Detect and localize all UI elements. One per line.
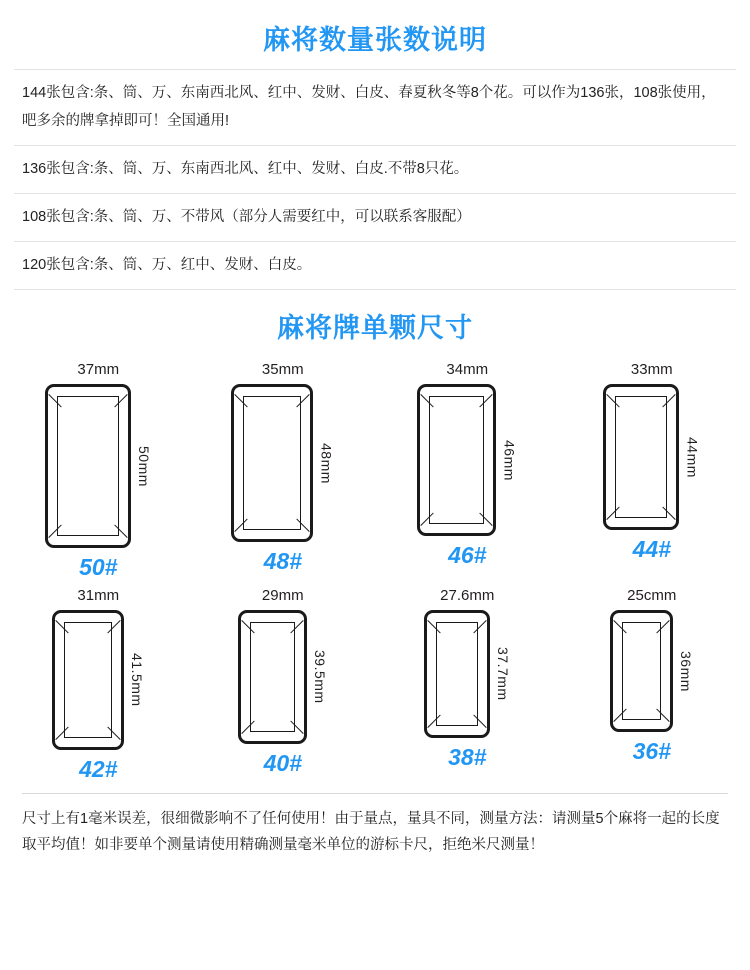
- tile-diagram: [238, 610, 328, 744]
- tile-model-name: 46#: [448, 542, 487, 568]
- tile-diagram: [610, 610, 694, 732]
- tile-model-name: 42#: [79, 756, 118, 782]
- tile-diagram: [52, 610, 145, 750]
- list-item: 120张包含:条、筒、万、红中、发财、白皮。: [14, 242, 736, 290]
- tile-spec-card: [375, 587, 560, 783]
- tile-model-name: 48#: [263, 548, 302, 574]
- list-item: 108张包含:条、筒、万、不带风（部分人需要红中，可以联系客服配）: [14, 194, 736, 242]
- tile-height-label: 44mm: [684, 436, 701, 478]
- page-title-size: 麻将牌单颗尺寸: [277, 313, 473, 343]
- tile-spec-card: [6, 361, 191, 581]
- tile-height-label: 46mm: [501, 439, 518, 481]
- tile-model-name: 50#: [79, 554, 118, 580]
- mahjong-tile-icon: [603, 384, 679, 530]
- tile-width-label: 27.6mm: [440, 587, 495, 604]
- tile-width-label: 25cmm: [627, 587, 677, 604]
- tile-width-label: 34mm: [446, 361, 489, 378]
- tile-height-label: 37.7mm: [494, 647, 511, 701]
- mahjong-tile-icon: [424, 610, 490, 738]
- list-item: 136张包含:条、筒、万、东南西北风、红中、发财、白皮.不带8只花。: [14, 146, 736, 194]
- tile-width-label: 29mm: [261, 587, 304, 604]
- tile-height-label: 48mm: [318, 442, 335, 484]
- tile-size-grid: [0, 361, 750, 789]
- tile-diagram: [45, 384, 152, 548]
- mahjong-tile-icon: [231, 384, 313, 542]
- tile-spec-card: [6, 587, 191, 783]
- tile-width-label: 31mm: [77, 587, 120, 604]
- tile-height-label: 41.5mm: [128, 653, 145, 707]
- tile-diagram: [603, 384, 700, 530]
- tile-model-name: 36#: [632, 738, 671, 764]
- tile-width-label: 33mm: [630, 361, 673, 378]
- tile-width-label: 35mm: [261, 361, 304, 378]
- tile-spec-card: [560, 361, 745, 581]
- footer-note: 尺寸上有1毫米误差，很细微影响不了任何使用！由于量点，量具不同，测量方法：请测量5个麻将一起的长度取平均值！如非要单个测量请使用精确测量毫米单位的游标卡尺，拒绝米尺测量！: [22, 793, 728, 858]
- tile-diagram: [231, 384, 334, 542]
- tile-spec-card: [375, 361, 560, 581]
- mahjong-tile-icon: [52, 610, 124, 750]
- tile-height-label: 39.5mm: [311, 650, 328, 704]
- tile-spec-card: [191, 587, 376, 783]
- tile-height-label: 36mm: [677, 650, 694, 692]
- tile-model-name: 38#: [448, 744, 487, 770]
- tile-model-name: 44#: [632, 536, 671, 562]
- tile-spec-card: [560, 587, 745, 783]
- tile-diagram: [424, 610, 511, 738]
- page-title-count: 麻将数量张数说明: [263, 25, 487, 55]
- list-item: 144张包含:条、筒、万、东南西北风、红中、发财、白皮、春夏秋冬等8个花。可以作为136张，108张使用，吧多余的牌拿掉即可！全国通用!: [14, 69, 736, 146]
- tile-height-label: 50mm: [135, 445, 152, 487]
- count-info-list: [0, 69, 750, 290]
- footer-note-wrapper: [0, 789, 750, 858]
- mahjong-tile-icon: [238, 610, 307, 744]
- tile-width-label: 37mm: [77, 361, 120, 378]
- tile-model-name: 40#: [263, 750, 302, 776]
- mahjong-tile-icon: [45, 384, 131, 548]
- mahjong-tile-icon: [610, 610, 673, 732]
- tile-diagram: [417, 384, 517, 536]
- mahjong-tile-icon: [417, 384, 496, 536]
- tile-spec-card: [191, 361, 376, 581]
